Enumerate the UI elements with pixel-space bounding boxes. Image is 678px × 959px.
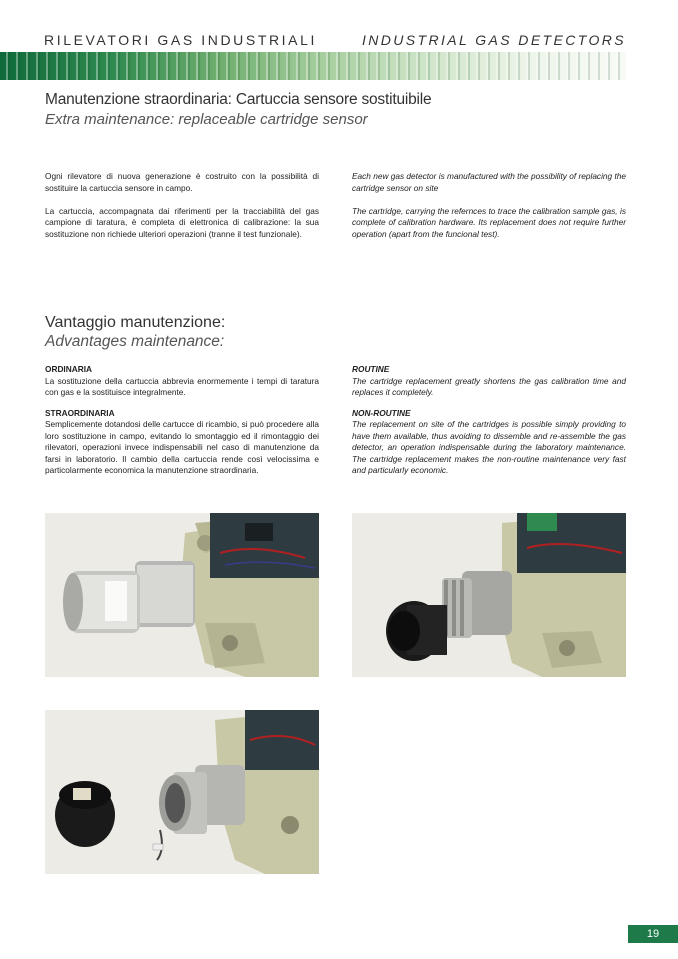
section1-it-paragraph-1: Ogni rilevatore di nuova generazione è costruito con la possibilità di sostituire la cartuccia sensore in campo. (45, 171, 319, 193)
page-number: 19 (628, 925, 678, 943)
section1-english-column (352, 171, 626, 252)
section1-it-paragraph-2: La cartuccia, accompagnata dai riferimenti per la tracciabilità del gas campione di taratura, è completa di elettronica di calibrazione: la sua sostituzione non richiede ulteriori operazioni (tranne il test funzionale). (45, 205, 319, 239)
section1-en-paragraph-2: The cartridge, carrying the refernces to trace the calibration sample gas, is complete of calibration hardware. Its replacement does not require further operation (apart from the funcional test). (352, 205, 626, 239)
section1-en-paragraph-1: Each new gas detector is manufactured with the possibility of replacing the cartridge sensor on site (352, 171, 626, 193)
section1-title-it: Manutenzione straordinaria: Cartuccia sensore sostituibile (45, 91, 432, 108)
section2-en-heading-1: ROUTINE (352, 364, 390, 374)
section2-en-paragraph-1: The cartridge replacement greatly shortens the gas calibration time and replaces it completely. (352, 375, 626, 397)
section2-it-heading-2: STRAORDINARIA (45, 407, 115, 418)
header-left-title: RILEVATORI GAS INDUSTRIALI (44, 32, 317, 48)
section1-italian-column (45, 171, 319, 252)
photo-cartridge-removing (352, 513, 626, 677)
section2-it-heading-1: ORDINARIA (45, 364, 93, 374)
photo-cartridge-installed (45, 513, 319, 677)
header-green-band (0, 52, 626, 80)
section2-it-paragraph-2: Semplicemente dotandosi delle cartucce di ricambio, si può procedere alla loro sostituzione in campo, evitando lo smontaggio ed il rimontaggio dei rilevatori, operazioni invece indispensabili nel caso di manutenzione da farsi in laboratorio. Il cambio della cartuccia rende così velocissima e particolarmente economica la manutenzione straordinaria. (45, 419, 319, 475)
section1-title-en: Extra maintenance: replaceable cartridge sensor (45, 111, 368, 128)
photo-cartridge-removed (45, 710, 319, 874)
header-right-title: INDUSTRIAL GAS DETECTORS (361, 32, 626, 48)
section2-italian-column (45, 364, 319, 488)
section2-en-paragraph-2: The replacement on site of the cartridges is possible simply providing to have them available, thus avoiding to dissemble and re-assemble the gas detector, an operation indispensable during the laboratory maintenance. The cartridge replacement makes the non-routine maintenance very fast and particularly economic. (352, 419, 626, 475)
section2-english-column (352, 364, 626, 488)
section2-it-paragraph-1: La sostituzione della cartuccia abbrevia enormemente i tempi di taratura con gas e la sostituisce integralmente. (45, 375, 319, 397)
section2-title-it: Vantaggio manutenzione: (45, 314, 226, 331)
section2-en-heading-2: NON-ROUTINE (352, 407, 411, 418)
section2-title-en: Advantages maintenance: (45, 333, 225, 350)
